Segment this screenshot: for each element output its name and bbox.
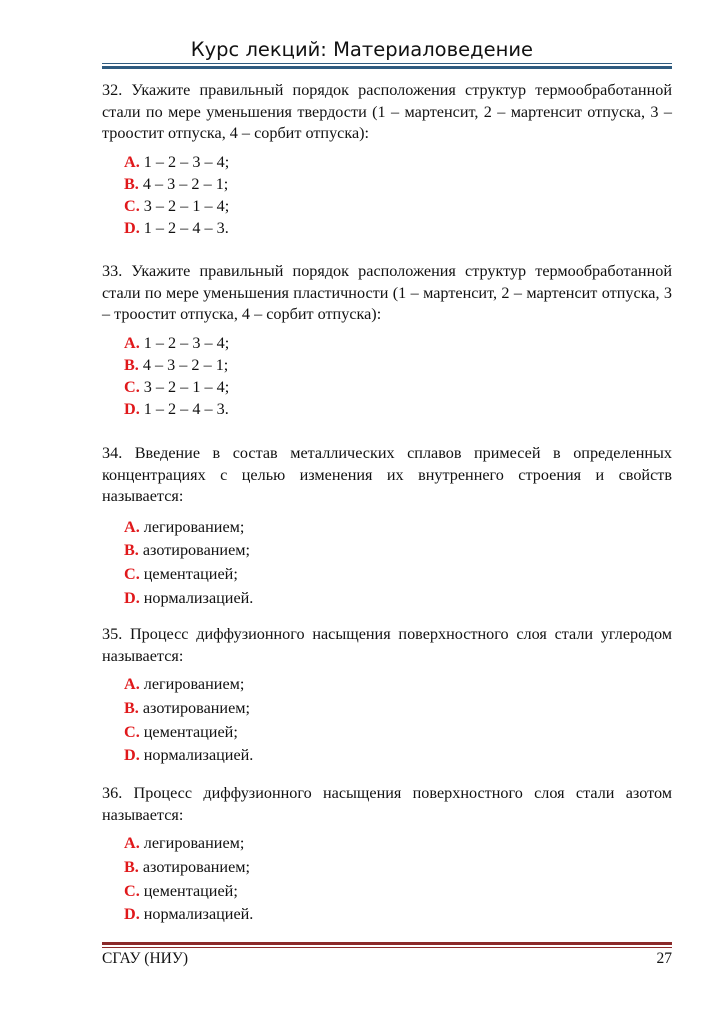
option-letter: D. (124, 588, 140, 607)
option-a[interactable] (124, 516, 672, 540)
option-letter: B. (124, 355, 139, 374)
answer-options (124, 832, 672, 927)
option-text: 3 – 2 – 1 – 4; (143, 197, 230, 216)
option-b[interactable] (124, 539, 672, 563)
option-letter: A. (124, 675, 140, 693)
question-35 (102, 624, 672, 768)
option-text: 4 – 3 – 2 – 1; (142, 174, 229, 193)
question-32 (102, 80, 672, 240)
option-d[interactable] (124, 744, 672, 768)
option-text: азотированием; (142, 698, 251, 717)
option-text: цементацией; (143, 722, 238, 741)
option-letter: A. (124, 517, 140, 536)
option-letter: A. (124, 152, 140, 171)
option-d[interactable] (124, 903, 672, 927)
option-a[interactable] (124, 332, 672, 354)
option-text: цементацией; (143, 881, 238, 900)
option-text: 1 – 2 – 3 – 4; (143, 152, 230, 171)
question-text: 34. Введение в состав металлических сплавов примесей в определенных концентрациях с целью изменения их внутреннего строения и свойств называется: (102, 444, 672, 505)
question-33 (102, 261, 672, 421)
footer-institution: СГАУ (НИУ) (102, 950, 188, 967)
option-letter: A. (124, 834, 140, 852)
option-b[interactable] (124, 173, 672, 195)
option-d[interactable] (124, 217, 672, 239)
option-text: нормализацией. (143, 588, 254, 607)
question-text: 32. Укажите правильный порядок расположения структур термообработанной стали по мере уменьшения твердости (1 – мартенсит, 2 – мартенсит отпуска, 3 – троостит отпуска, 4 – сорбит отпуска): (102, 81, 672, 142)
option-text: 4 – 3 – 2 – 1; (142, 355, 229, 374)
option-letter: D. (124, 746, 140, 765)
option-letter: A. (124, 333, 140, 352)
option-text: нормализацией. (143, 905, 254, 924)
option-c[interactable] (124, 376, 672, 398)
option-text: 3 – 2 – 1 – 4; (143, 378, 230, 397)
option-text: легированием; (143, 834, 245, 852)
option-letter: B. (124, 857, 139, 876)
option-c[interactable] (124, 563, 672, 587)
option-text: цементацией; (143, 565, 238, 584)
answer-options (124, 516, 672, 611)
option-text: легированием; (143, 675, 245, 693)
answer-options (124, 151, 672, 240)
option-a[interactable] (124, 832, 672, 856)
answer-options (124, 673, 672, 768)
option-text: 1 – 2 – 4 – 3. (143, 219, 229, 238)
option-letter: D. (124, 219, 140, 238)
option-letter: C. (124, 197, 140, 216)
question-text: 36. Процесс диффузионного насыщения поверхностного слоя стали азотом называется: (102, 784, 672, 824)
option-b[interactable] (124, 697, 672, 721)
option-letter: D. (124, 400, 140, 419)
header-title: Курс лекций: Материаловедение (190, 38, 533, 61)
option-c[interactable] (124, 195, 672, 217)
option-text: 1 – 2 – 4 – 3. (143, 400, 229, 419)
option-text: 1 – 2 – 3 – 4; (143, 333, 230, 352)
option-a[interactable] (124, 151, 672, 173)
option-text: легированием; (143, 517, 245, 536)
option-a[interactable] (124, 673, 672, 697)
option-letter: C. (124, 881, 140, 900)
question-text: 33. Укажите правильный порядок расположения структур термообработанной стали по мере уменьшения пластичности (1 – мартенсит, 2 – мартенсит отпуска, 3 – троостит отпуска, 4 – сорбит отпуска): (102, 262, 672, 323)
header-rule-thick (102, 66, 672, 69)
option-b[interactable] (124, 856, 672, 880)
question-34 (102, 443, 672, 611)
option-d[interactable] (124, 398, 672, 420)
option-text: нормализацией. (143, 746, 254, 765)
footer-rule-thick (102, 942, 672, 945)
option-letter: D. (124, 905, 140, 924)
header-rule-thin (102, 63, 672, 64)
option-b[interactable] (124, 354, 672, 376)
option-c[interactable] (124, 880, 672, 904)
option-d[interactable] (124, 587, 672, 611)
option-letter: B. (124, 174, 139, 193)
footer-rule-thin (102, 947, 672, 948)
option-letter: C. (124, 378, 140, 397)
option-letter: C. (124, 565, 140, 584)
option-letter: C. (124, 722, 140, 741)
option-text: азотированием; (142, 541, 251, 560)
option-letter: B. (124, 541, 139, 560)
question-text: 35. Процесс диффузионного насыщения поверхностного слоя стали углеродом называется: (102, 625, 672, 665)
page-number: 27 (656, 950, 672, 967)
question-36 (102, 783, 672, 927)
option-c[interactable] (124, 721, 672, 745)
answer-options (124, 332, 672, 421)
option-text: азотированием; (142, 857, 251, 876)
option-letter: B. (124, 698, 139, 717)
